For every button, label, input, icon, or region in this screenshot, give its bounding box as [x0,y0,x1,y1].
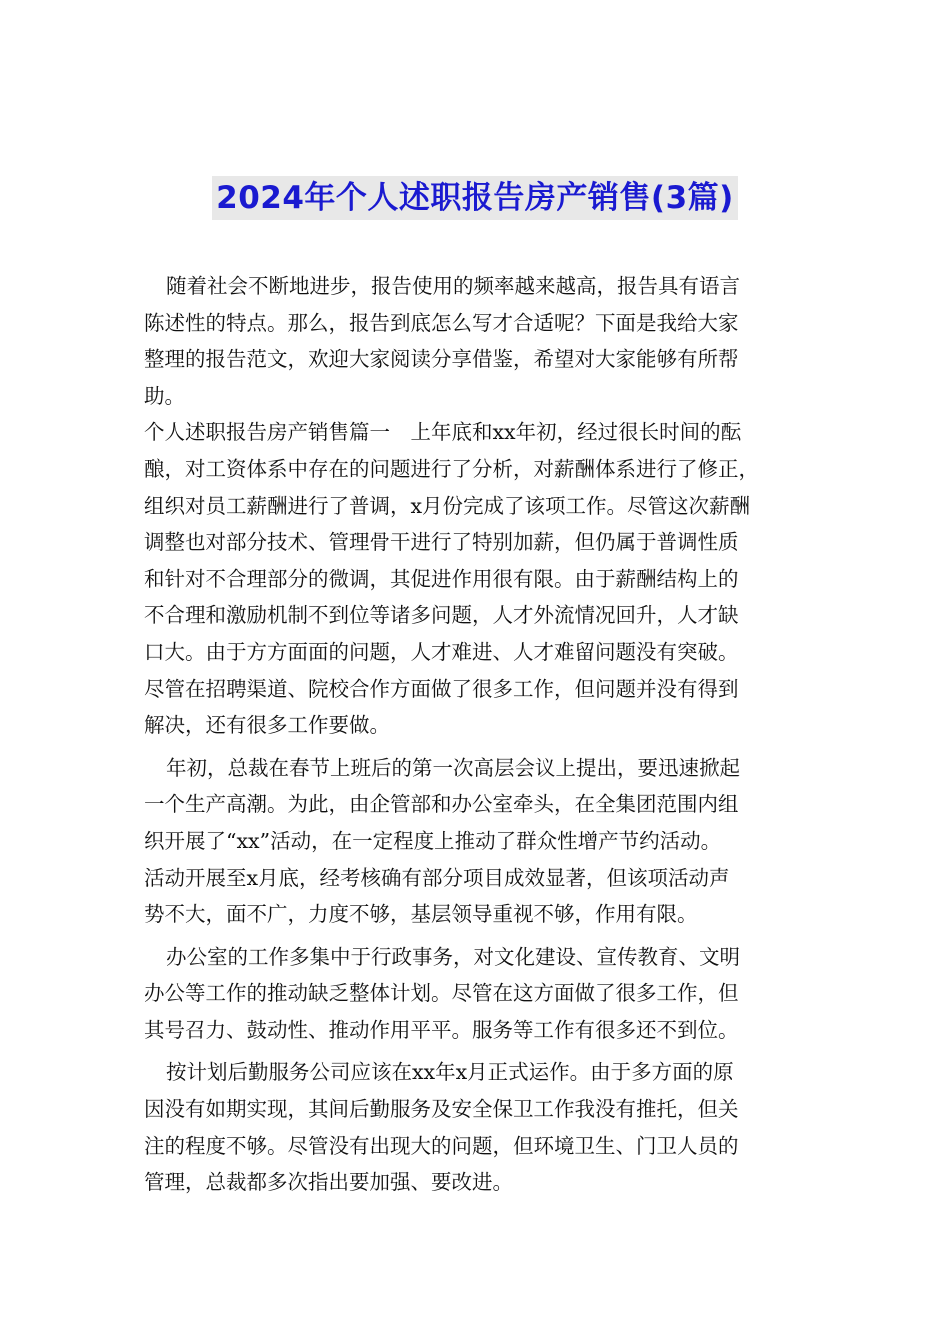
paragraph-line: 办公等工作的推动缺乏整体计划。尽管在这方面做了很多工作，但 [144,981,739,1006]
paragraph-line: 调整也对部分技术、管理骨干进行了特别加薪，但仍属于普调性质 [144,530,739,555]
paragraph-line: 管理，总裁都多次指出要加强、要改进。 [144,1170,513,1195]
document-title: 2024年个人述职报告房产销售(3篇) [212,176,738,220]
paragraph-line: 陈述性的特点。那么，报告到底怎么写才合适呢？下面是我给大家 [144,310,739,335]
paragraph-line: 其号召力、鼓动性、推动作用平平。服务等工作有很多还不到位。 [144,1017,739,1042]
paragraph-line: 一个生产高潮。为此，由企管部和办公室牵头，在全集团范围内组 [144,792,739,817]
paragraph-line: 个人述职报告房产销售篇一 上年底和xx年初，经过很长时间的酝 [144,420,742,445]
paragraph-line: 注的程度不够。尽管没有出现大的问题，但环境卫生、门卫人员的 [144,1133,739,1158]
paragraph-line: 助。 [144,383,185,408]
paragraph-line: 织开展了“xx”活动，在一定程度上推动了群众性增产节约活动。 [144,828,722,853]
paragraph-line: 整理的报告范文，欢迎大家阅读分享借鉴，希望对大家能够有所帮 [144,347,739,372]
document-body [144,268,808,1201]
paragraph [144,939,808,1049]
paragraph-line: 和针对不合理部分的微调，其促进作用很有限。由于薪酬结构上的 [144,566,739,591]
paragraph-line: 尽管在招聘渠道、院校合作方面做了很多工作，但问题并没有得到 [144,676,739,701]
paragraph-line: 按计划后勤服务公司应该在xx年x月正式运作。由于多方面的原 [166,1060,734,1085]
paragraph-line: 随着社会不断地进步，报告使用的频率越来越高，报告具有语言 [166,274,740,298]
paragraph-line: 因没有如期实现，其间后勤服务及安全保卫工作我没有推托，但关 [144,1097,739,1122]
paragraph-line: 口大。由于方方面面的问题，人才难进、人才难留问题没有突破。 [144,639,739,664]
paragraph [144,268,808,414]
paragraph [144,750,808,933]
paragraph [144,414,808,743]
paragraph [144,1054,808,1200]
paragraph-line: 活动开展至x月底，经考核确有部分项目成效显著，但该项活动声 [144,865,730,890]
paragraph-line: 不合理和激励机制不到位等诸多问题，人才外流情况回升，人才缺 [144,603,739,628]
paragraph-line: 酿，对工资体系中存在的问题进行了分析，对薪酬体系进行了修正， [144,456,759,481]
paragraph-line: 年初，总裁在春节上班后的第一次高层会议上提出，要迅速掀起 [166,755,740,780]
title-container [0,176,950,220]
paragraph-line: 势不大，面不广，力度不够，基层领导重视不够，作用有限。 [144,902,698,927]
paragraph-line: 组织对员工薪酬进行了普调，x月份完成了该项工作。尽管这次薪酬 [144,493,751,518]
paragraph-line: 办公室的工作多集中于行政事务，对文化建设、宣传教育、文明 [166,944,740,969]
paragraph-line: 解决，还有很多工作要做。 [144,713,390,738]
